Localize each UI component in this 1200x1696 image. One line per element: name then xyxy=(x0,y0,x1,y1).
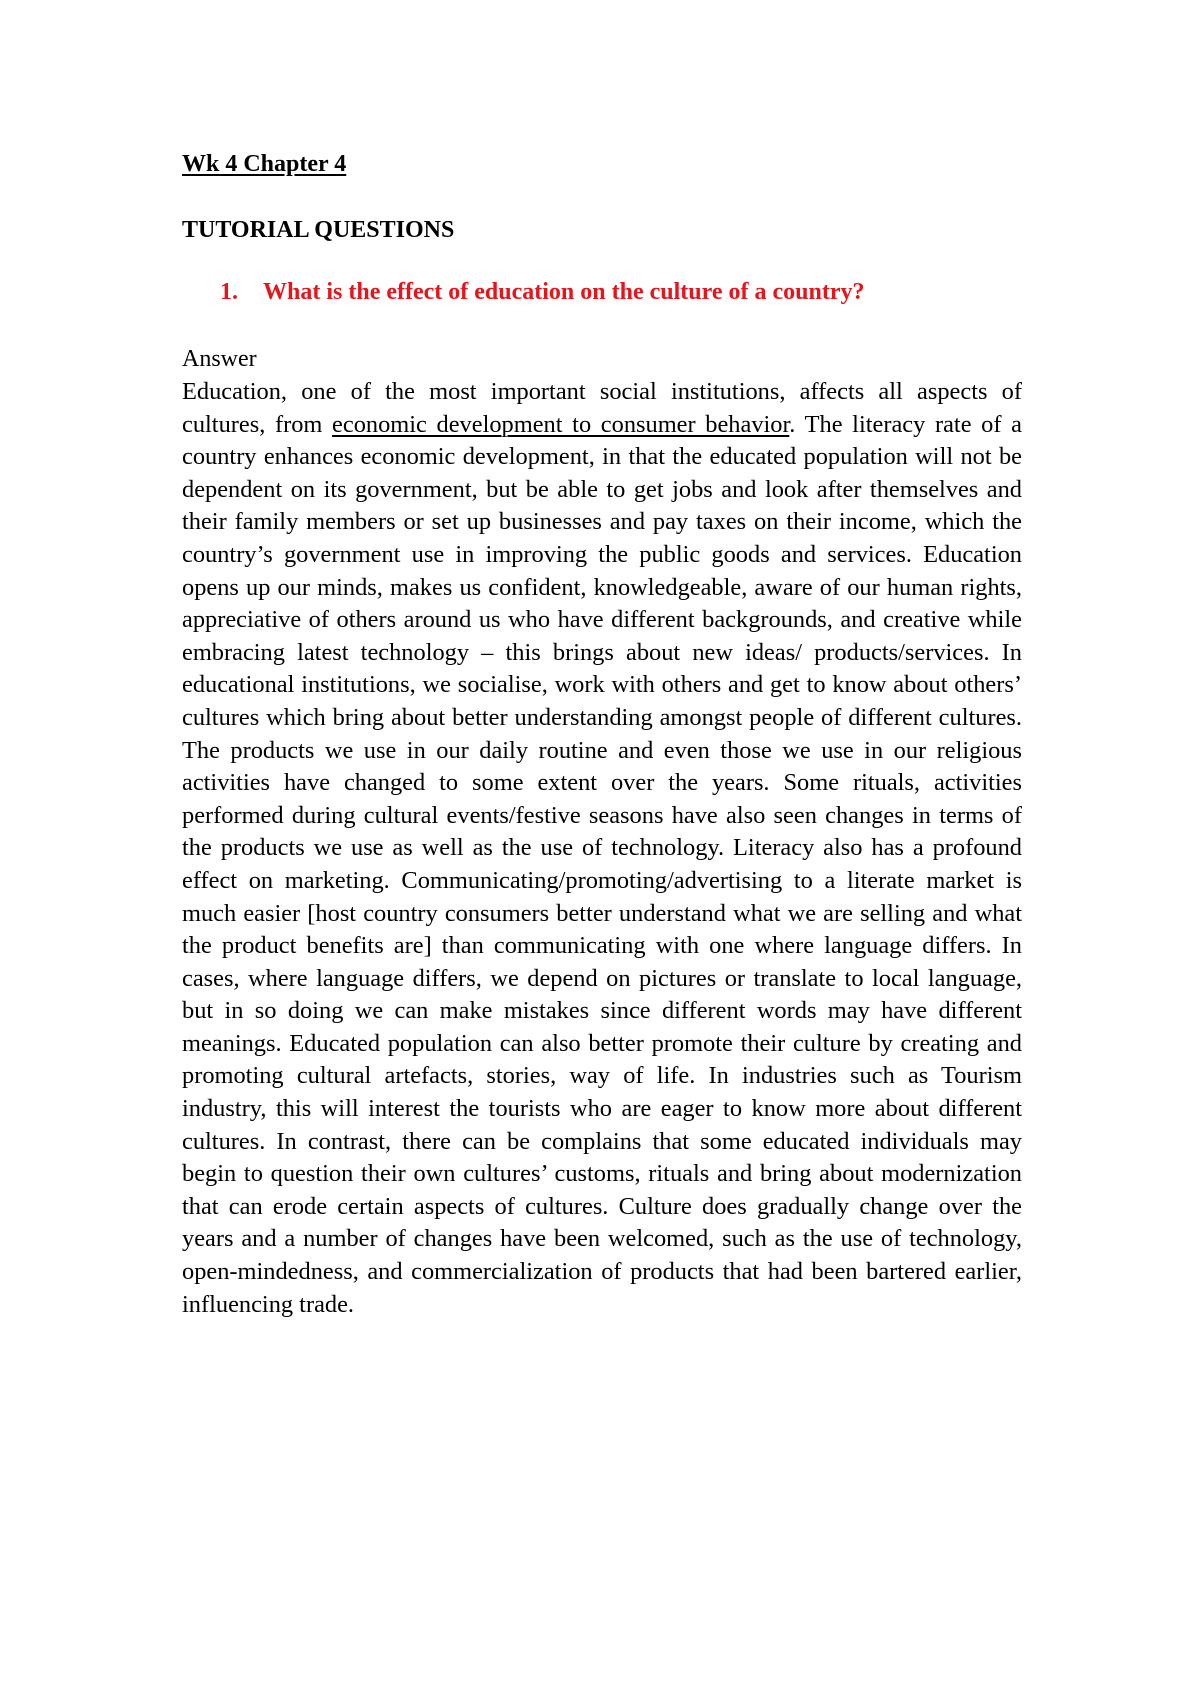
question-item xyxy=(220,278,864,306)
answer-paragraph xyxy=(182,376,1022,1321)
answer-underlined-phrase: economic development to consumer behavior xyxy=(332,410,790,438)
answer-text-part2: . The literacy rate of a country enhances economic development, in that the educated population will not be dependent on its government, but be able to get jobs and look after themselves and their family members or set up businesses and pay taxes on their income, which the country’s government use in improving the public goods and services. Education opens up our minds, makes us confident, knowledgeable, aware of our human rights, appreciative of others around us who have different backgrounds, and creative while embracing latest technology – this brings about new ideas/ products/services. In educational institutions, we socialise, work with others and get to know about others’ cultures which bring about better understanding amongst people of different cultures. The products we use in our daily routine and even those we use in our religious activities have changed to some extent over the years. Some rituals, activities performed during cultural events/festive seasons have also seen changes in terms of the products we use as well as the use of technology. Literacy also has a profound effect on marketing. Communicating/promoting/advertising to a literate market is much easier [host country consumers better understand what we are selling and what the product benefits are] than communicating with one where language differs. In cases, where language differs, we depend on pictures or translate to local language, but in so doing we can make mistakes since different words may have different meanings. Educated population can also better promote their culture by creating and promoting cultural artefacts, stories, way of life. In industries such as Tourism industry, this will interest the tourists who are eager to know more about different cultures. In contrast, there can be complains that some educated individuals may begin to question their own cultures’ customs, rituals and bring about modernization that can erode certain aspects of cultures. Culture does gradually change over the years and a number of changes have been welcomed, such as the use of technology, open-mindedness, and commercialization of products that had been bartered earlier, influencing trade. xyxy=(182,410,1022,1318)
answer-label: Answer xyxy=(182,346,257,372)
question-number: 1. xyxy=(220,279,238,305)
question-text: What is the effect of education on the culture of a country? xyxy=(263,279,865,305)
section-heading: TUTORIAL QUESTIONS xyxy=(182,217,455,243)
page-title: Wk 4 Chapter 4 xyxy=(182,151,347,177)
answer-text-part1: Education, one of the most important social institutions, affects all aspects of cultures, from xyxy=(182,378,1022,438)
